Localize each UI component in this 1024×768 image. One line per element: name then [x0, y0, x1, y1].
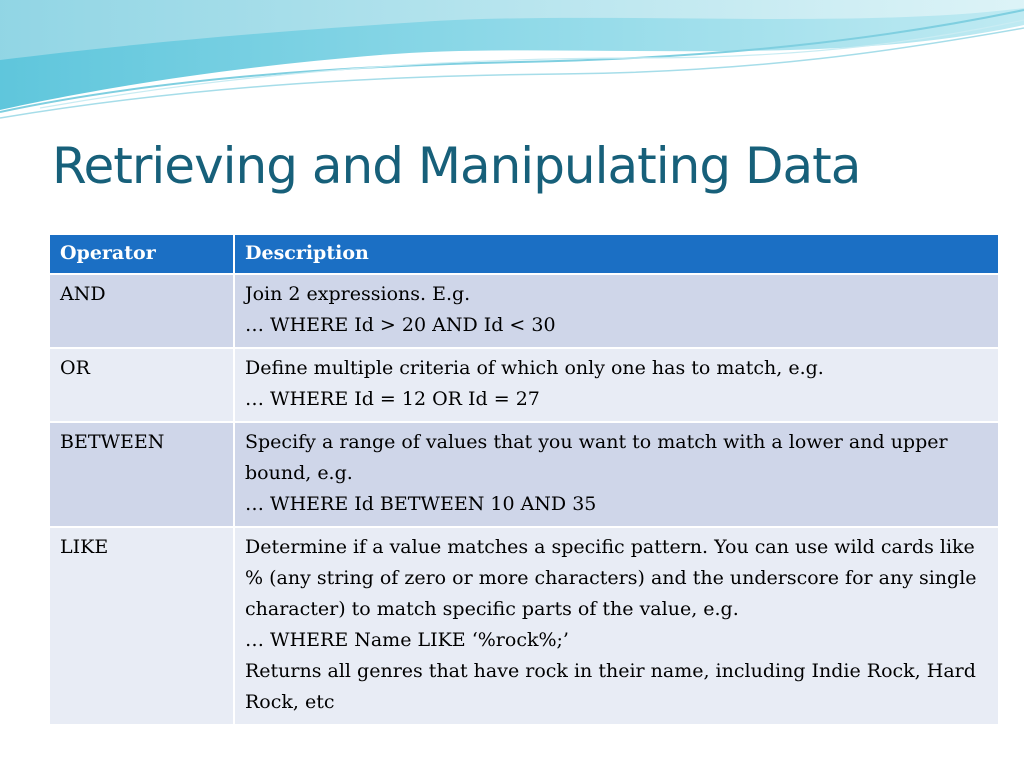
decorative-wave-banner	[0, 0, 1024, 130]
description-line: … WHERE Name LIKE ‘%rock%;’	[245, 629, 569, 651]
table-row	[49, 274, 999, 348]
description-line: Specify a range of values that you want to match with a lower and upper bound, e.g.	[245, 431, 948, 484]
table-row	[49, 422, 999, 527]
header-operator: Operator	[49, 234, 234, 274]
operator-cell: BETWEEN	[49, 422, 234, 527]
table-header-row	[49, 234, 999, 274]
description-line: … WHERE Id BETWEEN 10 AND 35	[245, 493, 597, 515]
description-line: … WHERE Id > 20 AND Id < 30	[245, 314, 556, 336]
table-row	[49, 348, 999, 422]
operator-cell: AND	[49, 274, 234, 348]
description-cell	[234, 422, 999, 527]
operators-table	[48, 233, 1000, 726]
operator-cell: OR	[49, 348, 234, 422]
description-cell	[234, 274, 999, 348]
description-line: … WHERE Id = 12 OR Id = 27	[245, 388, 540, 410]
description-line: Returns all genres that have rock in their name, including Indie Rock, Hard Rock, etc	[245, 660, 976, 713]
header-description: Description	[234, 234, 999, 274]
description-line: Define multiple criteria of which only one has to match, e.g.	[245, 357, 824, 379]
description-cell	[234, 348, 999, 422]
description-line: Join 2 expressions. E.g.	[245, 283, 471, 305]
operator-cell: LIKE	[49, 527, 234, 725]
description-line: Determine if a value matches a specific pattern. You can use wild cards like % (any string of zero or more characters) and the underscore for any single character) to match specific parts of the value, e.g.	[245, 536, 977, 620]
slide-title: Retrieving and Manipulating Data	[52, 137, 861, 195]
table-row	[49, 527, 999, 725]
description-cell	[234, 527, 999, 725]
